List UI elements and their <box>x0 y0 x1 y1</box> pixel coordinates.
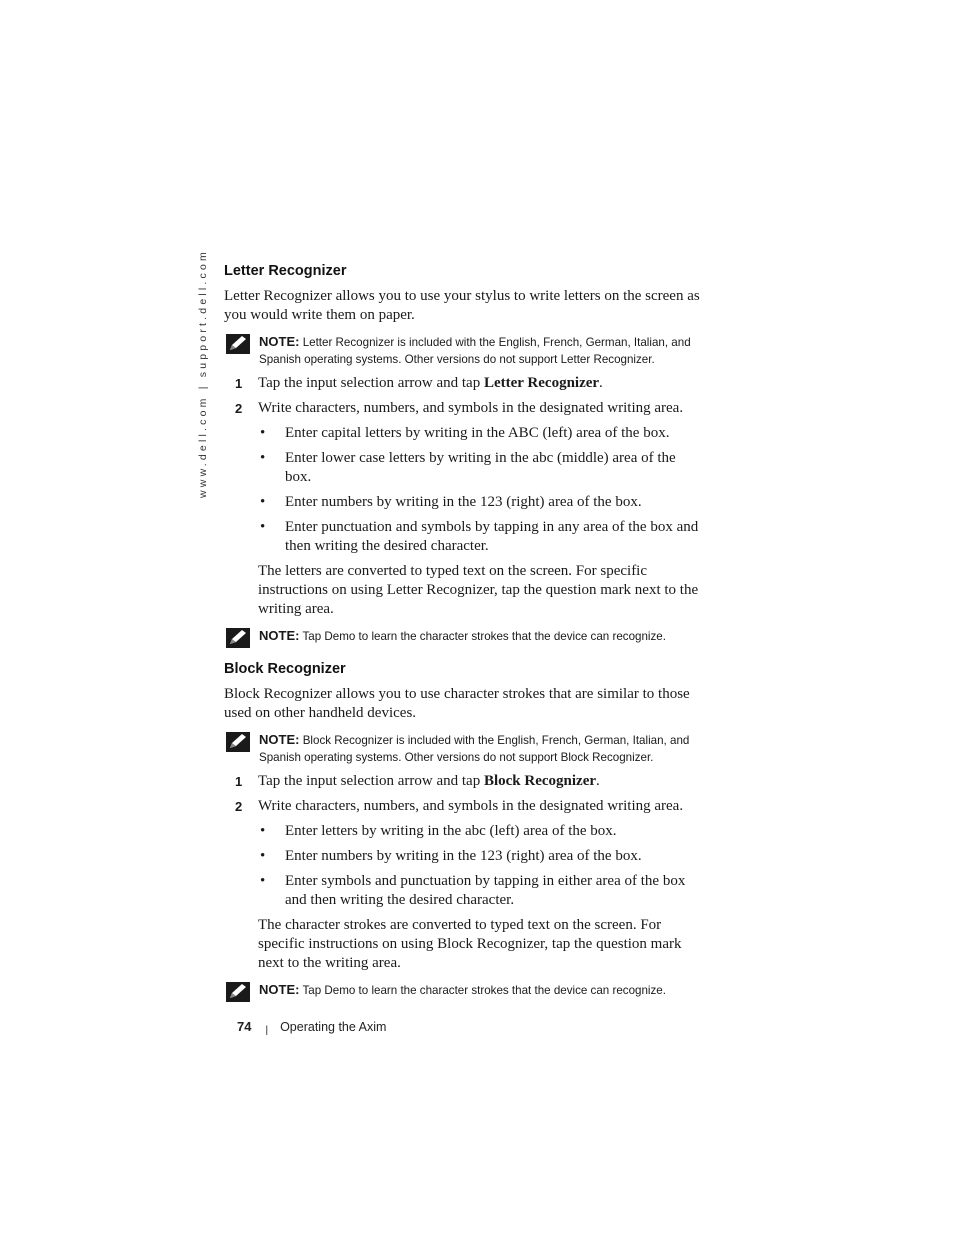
note-pre: Tap <box>302 984 325 997</box>
note-pre: Tap <box>302 630 325 643</box>
bullet-icon: • <box>260 823 266 839</box>
list-item <box>224 822 704 841</box>
step-2 <box>224 797 704 816</box>
chapter-title: Operating the Axim <box>280 1020 387 1034</box>
step-end: . <box>596 773 600 789</box>
section-intro: Letter Recognizer allows you to use your stylus to write letters on the screen as you would write them on paper. <box>224 288 700 323</box>
section-intro: Block Recognizer allows you to use character strokes that are similar to those used on other handheld devices. <box>224 686 690 721</box>
note-body: Letter Recognizer is included with the English, French, German, Italian, and Spanish operating systems. Other versions do not support Letter Recognizer. <box>259 336 691 366</box>
step-text: Write characters, numbers, and symbols in the designated writing area. <box>258 400 684 416</box>
note <box>224 981 704 999</box>
step-end: . <box>599 375 603 391</box>
bullet-icon: • <box>260 425 266 441</box>
note-label: NOTE: <box>259 982 300 997</box>
step-number: 2 <box>235 401 243 416</box>
note-text <box>259 981 704 999</box>
page-number: 74 <box>237 1019 252 1034</box>
note-text <box>259 627 704 645</box>
list-item <box>224 847 704 866</box>
closing-paragraph: The letters are converted to typed text on the screen. For specific instructions on using Letter Recognizer, tap the question mark next to the writing area. <box>258 563 699 617</box>
closing-paragraph: The character strokes are converted to typed text on the screen. For specific instructions on using Block Recognizer, tap the question mark next to the writing area. <box>258 917 682 971</box>
bullet-icon: • <box>260 494 266 510</box>
bullet-text: Enter letters by writing in the abc (left) area of the box. <box>285 823 617 839</box>
step-2 <box>224 399 704 418</box>
step-1 <box>224 772 704 791</box>
note-pencil-icon <box>226 982 250 1002</box>
page-content <box>224 261 704 999</box>
list-item <box>224 493 704 512</box>
step-number: 1 <box>235 774 243 789</box>
list-item <box>224 449 704 487</box>
bullet-icon: • <box>260 519 266 535</box>
bullet-icon: • <box>260 450 266 466</box>
note <box>224 731 704 766</box>
page-footer <box>237 1019 386 1036</box>
step-text: Tap the input selection arrow and tap <box>258 375 484 391</box>
bullet-text: Enter numbers by writing in the 123 (right) area of the box. <box>285 494 642 510</box>
list-item <box>224 424 704 443</box>
list-item <box>224 518 704 556</box>
note-pencil-icon <box>226 334 250 354</box>
step-bold-term: Letter Recognizer <box>483 375 600 391</box>
note-text <box>259 731 704 766</box>
side-url: www.dell.com | support.dell.com <box>197 249 209 498</box>
bullet-icon: • <box>260 848 266 864</box>
demo-term: Demo <box>324 984 356 997</box>
footer-separator: | <box>265 1025 269 1036</box>
step-number: 1 <box>235 376 243 391</box>
note-label: NOTE: <box>259 628 300 643</box>
note-body: Block Recognizer is included with the English, French, German, Italian, and Spanish operating systems. Other versions do not support Block Recognizer. <box>259 734 690 764</box>
bullet-text: Enter punctuation and symbols by tapping in any area of the box and then writing the desired character. <box>285 519 699 554</box>
section-title-block-recognizer: Block Recognizer <box>224 661 346 677</box>
note-label: NOTE: <box>259 334 300 349</box>
bullet-text: Enter lower case letters by writing in the abc (middle) area of the box. <box>285 450 676 485</box>
step-1 <box>224 374 704 393</box>
bullet-text: Enter symbols and punctuation by tapping in either area of the box and then writing the desired character. <box>285 873 686 908</box>
note-label: NOTE: <box>259 732 300 747</box>
note-pencil-icon <box>226 732 250 752</box>
note-pencil-icon <box>226 628 250 648</box>
step-number: 2 <box>235 799 243 814</box>
bullet-text: Enter numbers by writing in the 123 (right) area of the box. <box>285 848 642 864</box>
step-bold-term: Block Recognizer <box>483 773 597 789</box>
section-title-letter-recognizer: Letter Recognizer <box>224 263 347 279</box>
list-item <box>224 872 704 910</box>
note-post: to learn the character strokes that the device can recognize. <box>355 630 666 643</box>
bullet-text: Enter capital letters by writing in the ABC (left) area of the box. <box>285 425 670 441</box>
note <box>224 333 704 368</box>
note-post: to learn the character strokes that the device can recognize. <box>355 984 666 997</box>
note <box>224 627 704 645</box>
step-text: Write characters, numbers, and symbols in the designated writing area. <box>258 798 684 814</box>
step-text: Tap the input selection arrow and tap <box>258 773 484 789</box>
note-text <box>259 333 704 368</box>
bullet-icon: • <box>260 873 266 889</box>
demo-term: Demo <box>324 630 356 643</box>
